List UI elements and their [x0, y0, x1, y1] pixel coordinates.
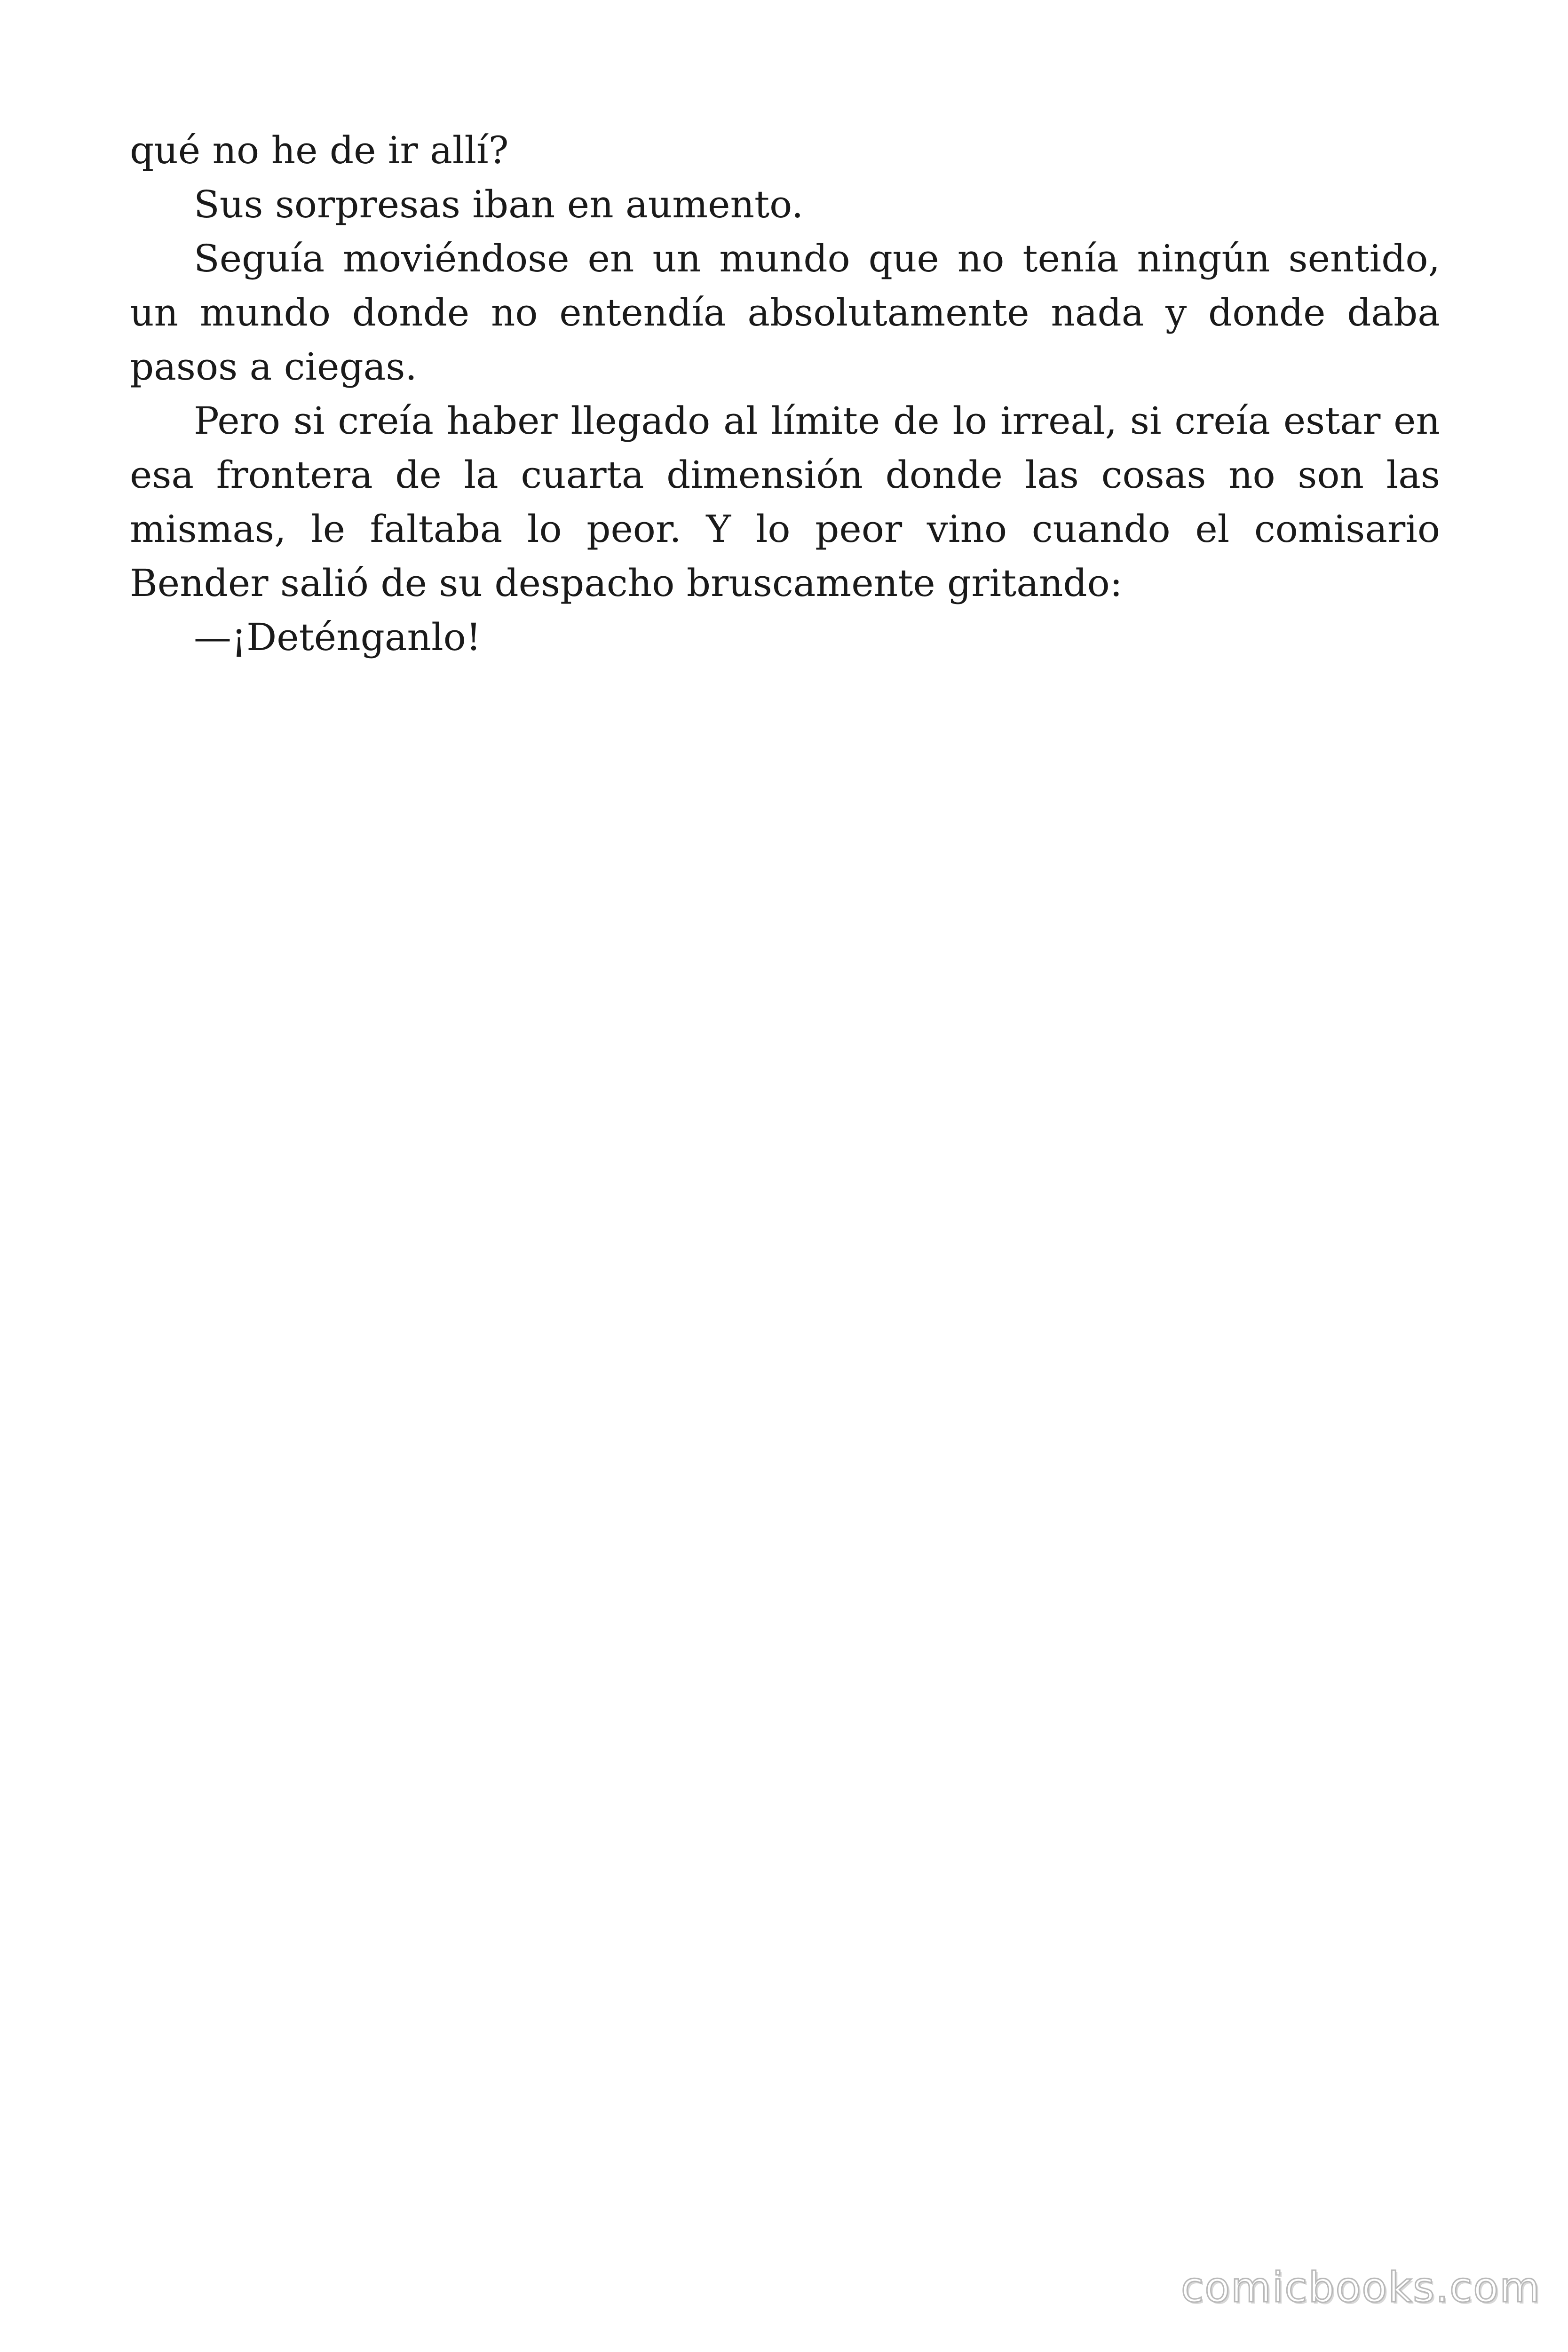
- paragraph: Sus sorpresas iban en aumento.: [194, 183, 804, 226]
- dialogue-line: —¡Deténganlo!: [194, 615, 481, 659]
- body-text: [130, 123, 1440, 664]
- paragraph: Seguía moviéndose en un mundo que no tenía ningún sentido, un mundo donde no entendía absolutamente nada y donde daba pasos a ciegas.: [130, 237, 1440, 389]
- paragraph: Pero si creía haber llegado al límite de lo irreal, si creía estar en esa frontera de la cuarta dimensión donde las cosas no son las mismas, le faltaba lo peor. Y lo peor vino cuando el comisario Bender salió de su despacho bruscamente gritando:: [130, 399, 1440, 605]
- watermark: comicbooks.com: [1180, 2263, 1541, 2312]
- paragraph-continuation: qué no he de ir allí?: [130, 128, 509, 172]
